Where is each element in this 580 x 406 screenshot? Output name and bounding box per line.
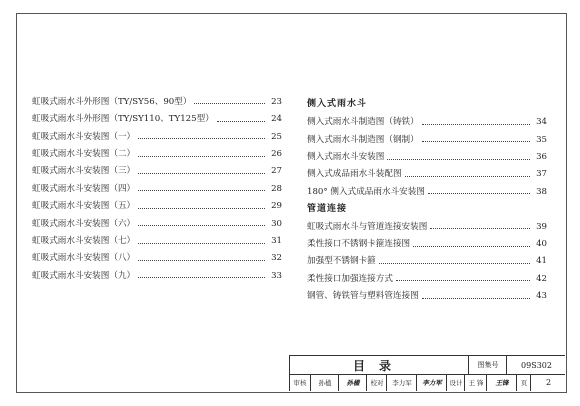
toc-entry-title: 虹吸式雨水斗外形图（TY/SY56、90型） (32, 96, 192, 107)
toc-entry-title: 侧入式雨水斗制造图（铸铁） (307, 117, 419, 128)
toc-entry-title: 加强型不锈钢卡箍 (307, 256, 376, 267)
section-heading-pipe-connection: 管道连接 (307, 203, 348, 214)
toc-entry-page: 24 (271, 114, 282, 125)
toc-entry-page: 27 (271, 166, 282, 177)
toc-entry-page: 29 (271, 201, 282, 212)
toc-entry-title: 虹吸式雨水斗安装图（八） (32, 253, 136, 264)
toc-entry-title: 虹吸式雨水斗安装图（五） (32, 201, 136, 212)
reviewer-label: 审核 (293, 379, 307, 387)
designer-signature: 王锋 (486, 374, 517, 391)
leader-dots (138, 225, 265, 226)
toc-entry (307, 127, 547, 144)
leader-dots (428, 193, 530, 194)
toc-entry (307, 179, 547, 196)
toc-entry-title: 柔性接口加强连接方式 (307, 273, 393, 284)
leader-dots (387, 159, 530, 160)
toc-entry-title: 侧入式雨水斗制造图（钢制） (307, 134, 419, 145)
toc-entry-page: 26 (271, 148, 282, 159)
toc-entry-page: 33 (271, 270, 282, 281)
leader-dots (413, 246, 530, 247)
toc-right-column (307, 92, 547, 301)
toc-entry-page: 36 (536, 151, 547, 162)
leader-dots (138, 260, 265, 261)
toc-entry-page: 38 (536, 186, 547, 197)
leader-dots (422, 298, 530, 299)
toc-entry-page: 43 (536, 291, 547, 302)
toc-entry-title: 虹吸式雨水斗外形图（TY/SY110、TY125型） (32, 114, 214, 125)
leader-dots (194, 103, 265, 104)
toc-entry-page: 40 (536, 238, 547, 249)
reviewer-signature: 孙楹 (338, 374, 367, 391)
toc-entry-title: 虹吸式雨水斗与管道连接安装图 (307, 221, 428, 232)
toc-entry (32, 246, 282, 263)
atlas-number: 09S302 (506, 356, 566, 374)
toc-entry-page: 37 (536, 169, 547, 180)
section-heading-side-inlet: 侧入式雨水斗 (307, 99, 368, 110)
checker-name: 李力军 (386, 374, 417, 391)
toc-entry-title: 虹吸式雨水斗安装图（二） (32, 148, 136, 159)
reviewer-name: 孙楹 (310, 374, 339, 391)
toc-entry-title: 虹吸式雨水斗安装图（七） (32, 235, 136, 246)
toc-entry (32, 141, 282, 158)
toc-entry-title: 侧入式成品雨水斗装配图 (307, 169, 402, 180)
toc-entry-title: 180° 侧入式成品雨水斗安装图 (307, 186, 425, 197)
toc-entry (32, 263, 282, 280)
toc-entry-page: 41 (536, 256, 547, 267)
toc-entry-title: 虹吸式雨水斗安装图（一） (32, 131, 136, 142)
toc-entry-page: 35 (536, 134, 547, 145)
designer-label: 设计 (446, 374, 465, 391)
toc-entry (307, 231, 547, 248)
page-number: 2 (530, 374, 566, 391)
designer-name: 王 锋 (464, 374, 487, 391)
title-block (289, 355, 565, 391)
toc-entry-page: 30 (271, 218, 282, 229)
toc-entry-title: 钢管、铸铁管与塑料管连接图 (307, 291, 419, 302)
toc-entry-title: 虹吸式雨水斗安装图（九） (32, 270, 136, 281)
toc-entry (32, 228, 282, 245)
toc-entry (307, 283, 547, 300)
toc-entry-page: 34 (536, 117, 547, 128)
toc-entry-title: 虹吸式雨水斗安装图（三） (32, 166, 136, 177)
toc-entry (32, 106, 282, 123)
toc-entry (32, 176, 282, 193)
toc-entry-page: 32 (271, 253, 282, 264)
toc-entry-title: 虹吸式雨水斗安装图（四） (32, 183, 136, 194)
document-title: 目录 (352, 358, 405, 373)
toc-entry-page: 31 (271, 235, 282, 246)
atlas-number-label: 图集号 (468, 356, 507, 374)
toc-entry (307, 109, 547, 126)
toc-entry (307, 144, 547, 161)
toc-left-column (32, 89, 282, 280)
leader-dots (217, 121, 265, 122)
leader-dots (379, 263, 530, 264)
page-label: 页 (516, 374, 531, 391)
toc-entry (32, 211, 282, 228)
leader-dots (138, 156, 265, 157)
toc-entry (32, 193, 282, 210)
leader-dots (138, 243, 265, 244)
toc-entry-title: 虹吸式雨水斗安装图（六） (32, 218, 136, 229)
toc-entry (32, 89, 282, 106)
leader-dots (138, 190, 265, 191)
leader-dots (405, 176, 530, 177)
leader-dots (138, 277, 265, 278)
leader-dots (138, 138, 265, 139)
toc-entry-page: 42 (536, 273, 547, 284)
toc-entry (307, 249, 547, 266)
leader-dots (430, 228, 530, 229)
leader-dots (422, 124, 530, 125)
toc-entry (307, 266, 547, 283)
toc-entry (32, 124, 282, 141)
leader-dots (422, 141, 530, 142)
toc-entry-page: 28 (271, 183, 282, 194)
toc-entry-title: 侧入式雨水斗安装图 (307, 151, 385, 162)
toc-entry-title: 柔性接口不锈钢卡箍连接图 (307, 238, 411, 249)
checker-label: 校对 (366, 374, 387, 391)
checker-signature: 李力军 (416, 374, 447, 391)
leader-dots (138, 208, 265, 209)
toc-entry-page: 39 (536, 221, 547, 232)
toc-entry (307, 214, 547, 231)
toc-entry-page: 23 (271, 96, 282, 107)
toc-entry-page: 25 (271, 131, 282, 142)
toc-entry (307, 162, 547, 179)
leader-dots (396, 280, 530, 281)
toc-entry (32, 159, 282, 176)
leader-dots (138, 173, 265, 174)
